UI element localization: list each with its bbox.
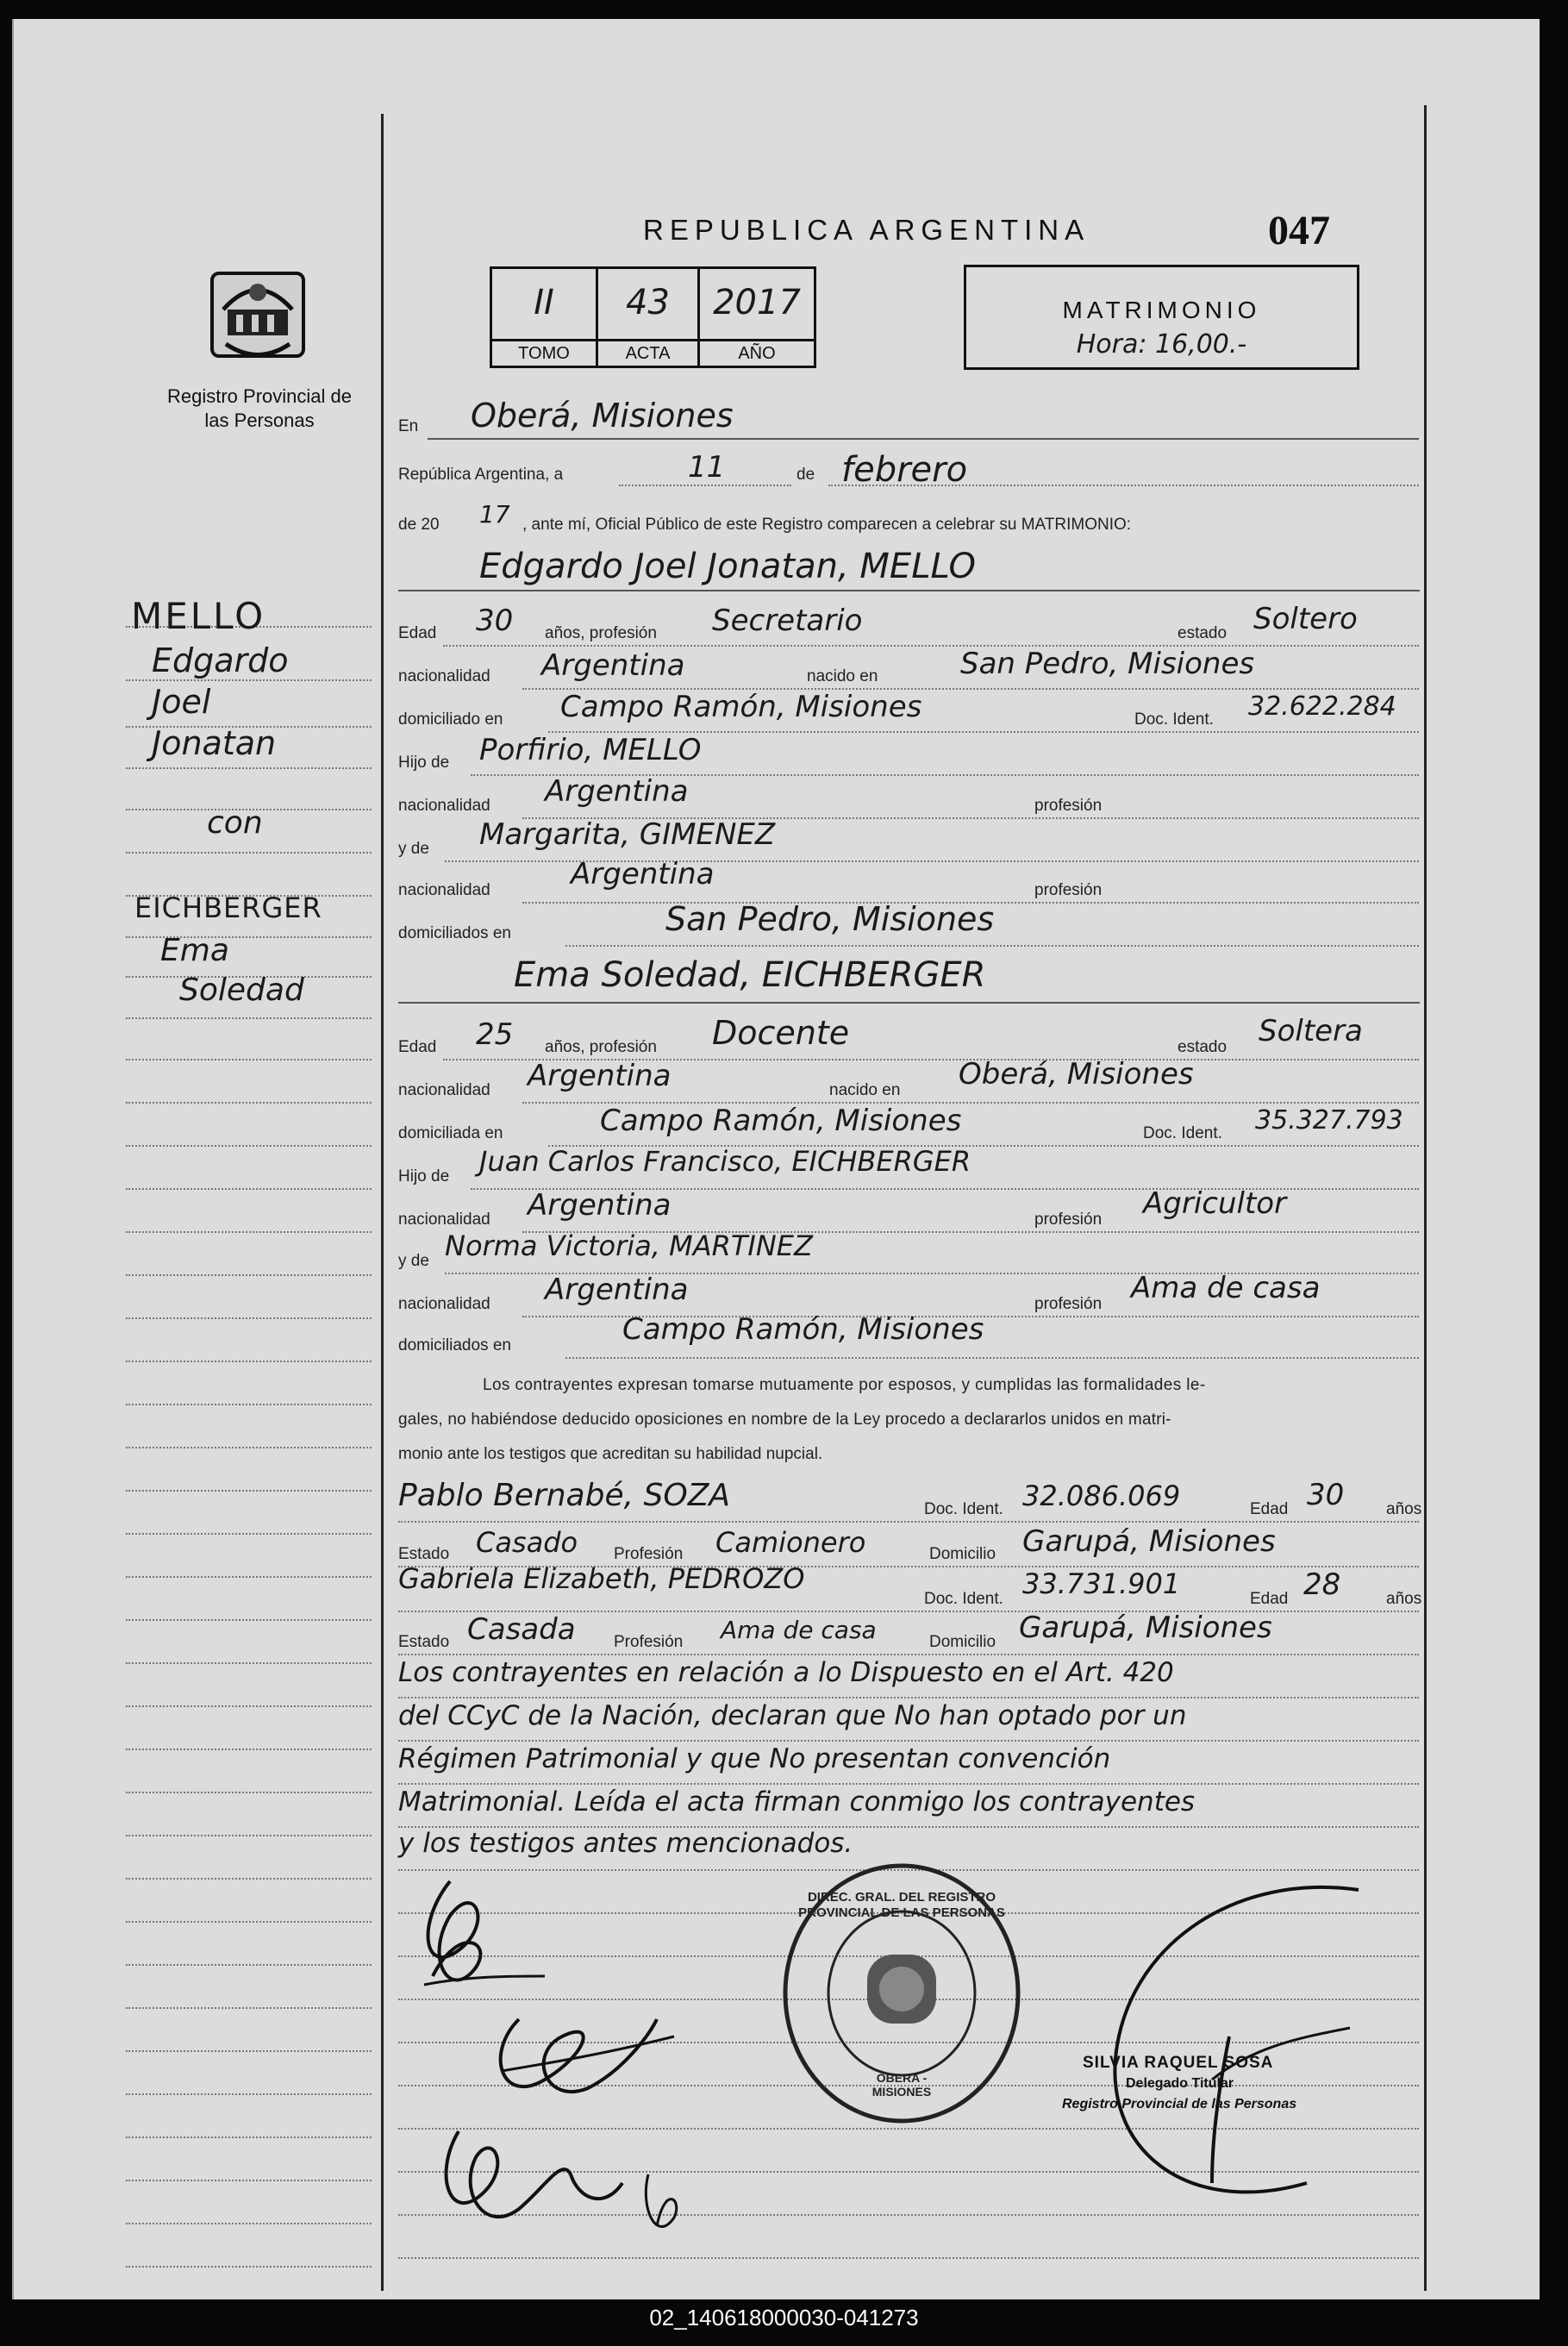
bride-father: Juan Carlos Francisco, EICHBERGER (479, 1145, 971, 1178)
act-type-box (964, 265, 1359, 370)
margin-rule-6 (126, 852, 372, 854)
margin-note-line-4: Jonatan (152, 724, 277, 762)
margin-rule-33 (126, 2007, 372, 2009)
margin-rule-23 (126, 1576, 372, 1578)
witness1-prof-label: Profesión (614, 1545, 684, 1563)
margin-note-line-8: Soledad (179, 973, 304, 1008)
republica-label: República Argentina, a (398, 466, 564, 484)
bride-profession: Docente (712, 1014, 850, 1052)
month-value: febrero (841, 450, 968, 490)
witness2-anos-label: años (1386, 1590, 1422, 1608)
witness2-profession: Ama de casa (721, 1616, 877, 1644)
bride-anos-label: años, profesión (545, 1038, 657, 1056)
notes-rule-3 (398, 1783, 1419, 1785)
acta-label: ACTA (598, 339, 697, 366)
groom-mother-nationality: Argentina (571, 857, 715, 891)
bride-nacido-label: nacido en (829, 1081, 901, 1099)
bride-parents-domicile: Campo Ramón, Misiones (622, 1312, 984, 1347)
year-prefix: de 20 (398, 516, 440, 534)
margin-rule-30 (126, 1878, 372, 1880)
witness2-prof-label: Profesión (614, 1633, 684, 1651)
witness2-name: Gabriela Elizabeth, PEDROZO (398, 1562, 805, 1595)
tomo-label: TOMO (492, 339, 596, 366)
witness1-estado-label: Estado (398, 1545, 450, 1563)
bride-birthplace: Oberá, Misiones (959, 1057, 1194, 1092)
notes-rule-1 (398, 1697, 1419, 1699)
margin-rule-34 (126, 2050, 372, 2052)
margin-rule-35 (126, 2093, 372, 2095)
margin-rule-27 (126, 1749, 372, 1750)
bride-doc-label: Doc. Ident. (1143, 1124, 1222, 1142)
groom-nacido-label: nacido en (807, 667, 878, 685)
groom-parents-domicile: San Pedro, Misiones (665, 900, 995, 938)
bride-domicile: Campo Ramón, Misiones (600, 1104, 962, 1138)
notes-rule-2 (398, 1740, 1419, 1742)
witness1-line-1 (398, 1521, 1419, 1523)
margin-rule-19 (126, 1404, 372, 1405)
groom-father: Porfirio, MELLO (479, 733, 702, 767)
witness2-state: Casada (467, 1612, 576, 1647)
de-label: de (796, 466, 815, 484)
witness1-dom-label: Domicilio (929, 1545, 996, 1563)
hour-note: Hora: 16,00.- (1076, 329, 1247, 360)
place-value: Oberá, Misiones (471, 397, 734, 435)
groom-birthplace: San Pedro, Misiones (960, 647, 1255, 681)
margin-note-line-1: MELLO (131, 595, 266, 637)
witness2-doc: 33.731.901 (1022, 1567, 1181, 1600)
groom-parents-dom-label: domiciliados en (398, 924, 511, 942)
tomo-value: II (534, 283, 554, 322)
witness1-age: 30 (1307, 1478, 1345, 1512)
groom-doc: 32.622.284 (1248, 691, 1396, 722)
declaration-line-2: gales, no habiéndose deducido oposiciones en nombre de la Ley procedo a declararlos unidos en matri- (398, 1411, 1171, 1429)
witness1-name: Pablo Bernabé, SOZA (398, 1478, 730, 1513)
bride-father-nac-label: nacionalidad (398, 1211, 490, 1229)
margin-note-line-6: EICHBERGER (134, 891, 322, 924)
bride-name-line (398, 1002, 1420, 1004)
margin-rule-12 (126, 1102, 372, 1104)
groom-father-nac-label: nacionalidad (398, 797, 490, 815)
bride-mother: Norma Victoria, MARTINEZ (445, 1229, 813, 1262)
groom-edad-label: Edad (398, 624, 437, 642)
bride-father-profession: Agricultor (1143, 1186, 1287, 1221)
margin-rule-2 (126, 679, 372, 681)
witness1-doc: 32.086.069 (1022, 1480, 1181, 1512)
margin-line-left (381, 114, 384, 2291)
margin-note-line-3: Joel (152, 683, 211, 721)
margin-note-line-7: Ema (160, 933, 229, 968)
bride-edad-label: Edad (398, 1038, 437, 1056)
bride-mother-nac-label: nacionalidad (398, 1295, 490, 1313)
notes-line-2: del CCyC de la Nación, declaran que No han optado por un (398, 1700, 1187, 1731)
margin-rule-37 (126, 2180, 372, 2181)
bride-estado-label: estado (1178, 1038, 1228, 1056)
groom-doc-label: Doc. Ident. (1134, 710, 1214, 729)
acta-value: 43 (626, 283, 670, 322)
document-page (12, 19, 1540, 2299)
notes-line-5: y los testigos antes mencionados. (398, 1828, 853, 1859)
bride-doc: 35.327.793 (1255, 1105, 1403, 1135)
year-suffix: 17 (479, 500, 510, 529)
ano-value: 2017 (713, 283, 801, 322)
country-title: REPUBLICA ARGENTINA (643, 214, 1090, 246)
act-type-label: MATRIMONIO (1062, 297, 1261, 323)
bride-dom-label: domiciliada en (398, 1124, 503, 1142)
day-value: 11 (688, 450, 726, 485)
margin-rule-26 (126, 1705, 372, 1707)
bride-hijo-label: Hijo de (398, 1167, 450, 1186)
groom-mother: Margarita, GIMENEZ (479, 817, 776, 852)
groom-anos-label: años, profesión (545, 624, 657, 642)
groom-domicile: Campo Ramón, Misiones (560, 690, 922, 724)
bride-state: Soltera (1259, 1014, 1363, 1048)
groom-dom-label: domiciliado en (398, 710, 503, 729)
notes-line-3: Régimen Patrimonial y que No presentan convención (398, 1743, 1111, 1774)
day-line (619, 485, 791, 486)
bride-parents-dom-label: domiciliados en (398, 1336, 511, 1354)
margin-rule-10 (126, 1017, 372, 1019)
margin-rule-16 (126, 1274, 372, 1276)
bride-nac-label: nacionalidad (398, 1081, 490, 1099)
groom-yde-label: y de (398, 840, 429, 858)
margin-rule-11 (126, 1059, 372, 1060)
signatures (398, 1847, 726, 2278)
witness2-line-2 (398, 1654, 1419, 1655)
margin-rule-4 (126, 767, 372, 769)
notes-line-1: Los contrayentes en relación a lo Dispuesto en el Art. 420 (398, 1657, 1174, 1688)
groom-estado-label: estado (1178, 624, 1228, 642)
groom-parents-dom-line (565, 945, 1419, 947)
witness1-edad-label: Edad (1250, 1500, 1289, 1518)
bride-father-prof-label: profesión (1034, 1211, 1103, 1229)
witness1-anos-label: años (1386, 1500, 1422, 1518)
margin-rule-25 (126, 1662, 372, 1664)
groom-full-name: Edgardo Joel Jonatan, MELLO (479, 547, 977, 586)
seal-center-text: OBERA - MISIONES (871, 2071, 932, 2099)
en-label: En (398, 417, 419, 435)
margin-rule-24 (126, 1619, 372, 1621)
bride-father-nationality: Argentina (528, 1188, 672, 1223)
groom-edad-line (443, 645, 1419, 647)
ano-label: AÑO (700, 339, 814, 366)
officer-name: SILVIA RAQUEL SOSA (1083, 2054, 1274, 2072)
bride-parents-dom-line (565, 1357, 1419, 1359)
witness2-domicile: Garupá, Misiones (1019, 1611, 1272, 1645)
witness2-edad-label: Edad (1250, 1590, 1289, 1608)
bride-nationality: Argentina (528, 1059, 672, 1093)
margin-rule-18 (126, 1361, 372, 1362)
groom-state: Soltero (1253, 602, 1358, 636)
tomo-cell (492, 269, 598, 366)
declaration-line-1: Los contrayentes expresan tomarse mutuamente por esposos, y cumplidas las formalidades le- (483, 1376, 1206, 1394)
registry-name: Registro Provincial de las Personas (167, 385, 352, 431)
margin-rule-14 (126, 1188, 372, 1190)
groom-father-nationality: Argentina (545, 774, 689, 809)
margin-rule-31 (126, 1921, 372, 1923)
groom-father-prof-label: profesión (1034, 797, 1103, 815)
footer-code: 02_140618000030-041273 (649, 2305, 919, 2330)
groom-mother-nac-label: nacionalidad (398, 881, 490, 899)
groom-nac-label: nacionalidad (398, 667, 490, 685)
bride-mother-prof-label: profesión (1034, 1295, 1103, 1313)
opening-text: , ante mí, Oficial Público de este Registro comparecen a celebrar su MATRIMONIO: (522, 516, 1132, 534)
witness2-age: 28 (1303, 1567, 1341, 1602)
witness2-estado-label: Estado (398, 1633, 450, 1651)
margin-rule-32 (126, 1964, 372, 1966)
margin-rule-21 (126, 1490, 372, 1492)
seal-ring-text: DIREC. GRAL. DEL REGISTRO PROVINCIAL DE LAS PERSONAS (798, 1890, 1005, 1920)
province-logo (202, 258, 314, 370)
groom-hijo-label: Hijo de (398, 754, 450, 772)
margin-rule-20 (126, 1447, 372, 1448)
margin-rule-22 (126, 1533, 372, 1535)
margin-rule-17 (126, 1317, 372, 1319)
officer-title: Delegado Titular (1126, 2076, 1234, 2091)
bride-mother-profession: Ama de casa (1131, 1271, 1321, 1305)
bride-yde-label: y de (398, 1252, 429, 1270)
witness1-doc-label: Doc. Ident. (924, 1500, 1003, 1518)
witness1-domicile: Garupá, Misiones (1022, 1524, 1276, 1559)
groom-mother-prof-label: profesión (1034, 881, 1103, 899)
record-id-box (490, 266, 816, 368)
bride-age: 25 (476, 1017, 514, 1052)
margin-rule-28 (126, 1792, 372, 1793)
acta-cell (598, 269, 700, 366)
margin-rule-36 (126, 2136, 372, 2138)
groom-profession: Secretario (712, 604, 863, 638)
month-line (828, 485, 1419, 486)
witness2-doc-label: Doc. Ident. (924, 1590, 1003, 1608)
margin-rule-38 (126, 2223, 372, 2224)
groom-name-line (398, 590, 1420, 591)
margin-note-line-2: Edgardo (152, 641, 289, 679)
notes-line-4: Matrimonial. Leída el acta firman conmigo los contrayentes (398, 1786, 1196, 1817)
page-number: 047 (1268, 208, 1330, 253)
bride-mother-nationality: Argentina (545, 1273, 689, 1307)
officer-office: Registro Provincial de las Personas (1062, 2097, 1297, 2111)
witness2-dom-label: Domicilio (929, 1633, 996, 1651)
margin-rule-15 (126, 1231, 372, 1233)
witness1-profession: Camionero (715, 1526, 866, 1559)
margin-note-line-5: con (207, 805, 263, 841)
ano-cell (700, 269, 814, 366)
margin-rule-39 (126, 2266, 372, 2268)
witness1-state: Casado (476, 1526, 578, 1559)
groom-nationality: Argentina (541, 648, 685, 683)
groom-age: 30 (476, 604, 514, 638)
margin-rule-13 (126, 1145, 372, 1147)
bride-full-name: Ema Soledad, EICHBERGER (514, 955, 986, 995)
declaration-line-3: monio ante los testigos que acreditan su habilidad nupcial. (398, 1445, 823, 1463)
margin-rule-29 (126, 1835, 372, 1836)
place-line (428, 438, 1419, 440)
